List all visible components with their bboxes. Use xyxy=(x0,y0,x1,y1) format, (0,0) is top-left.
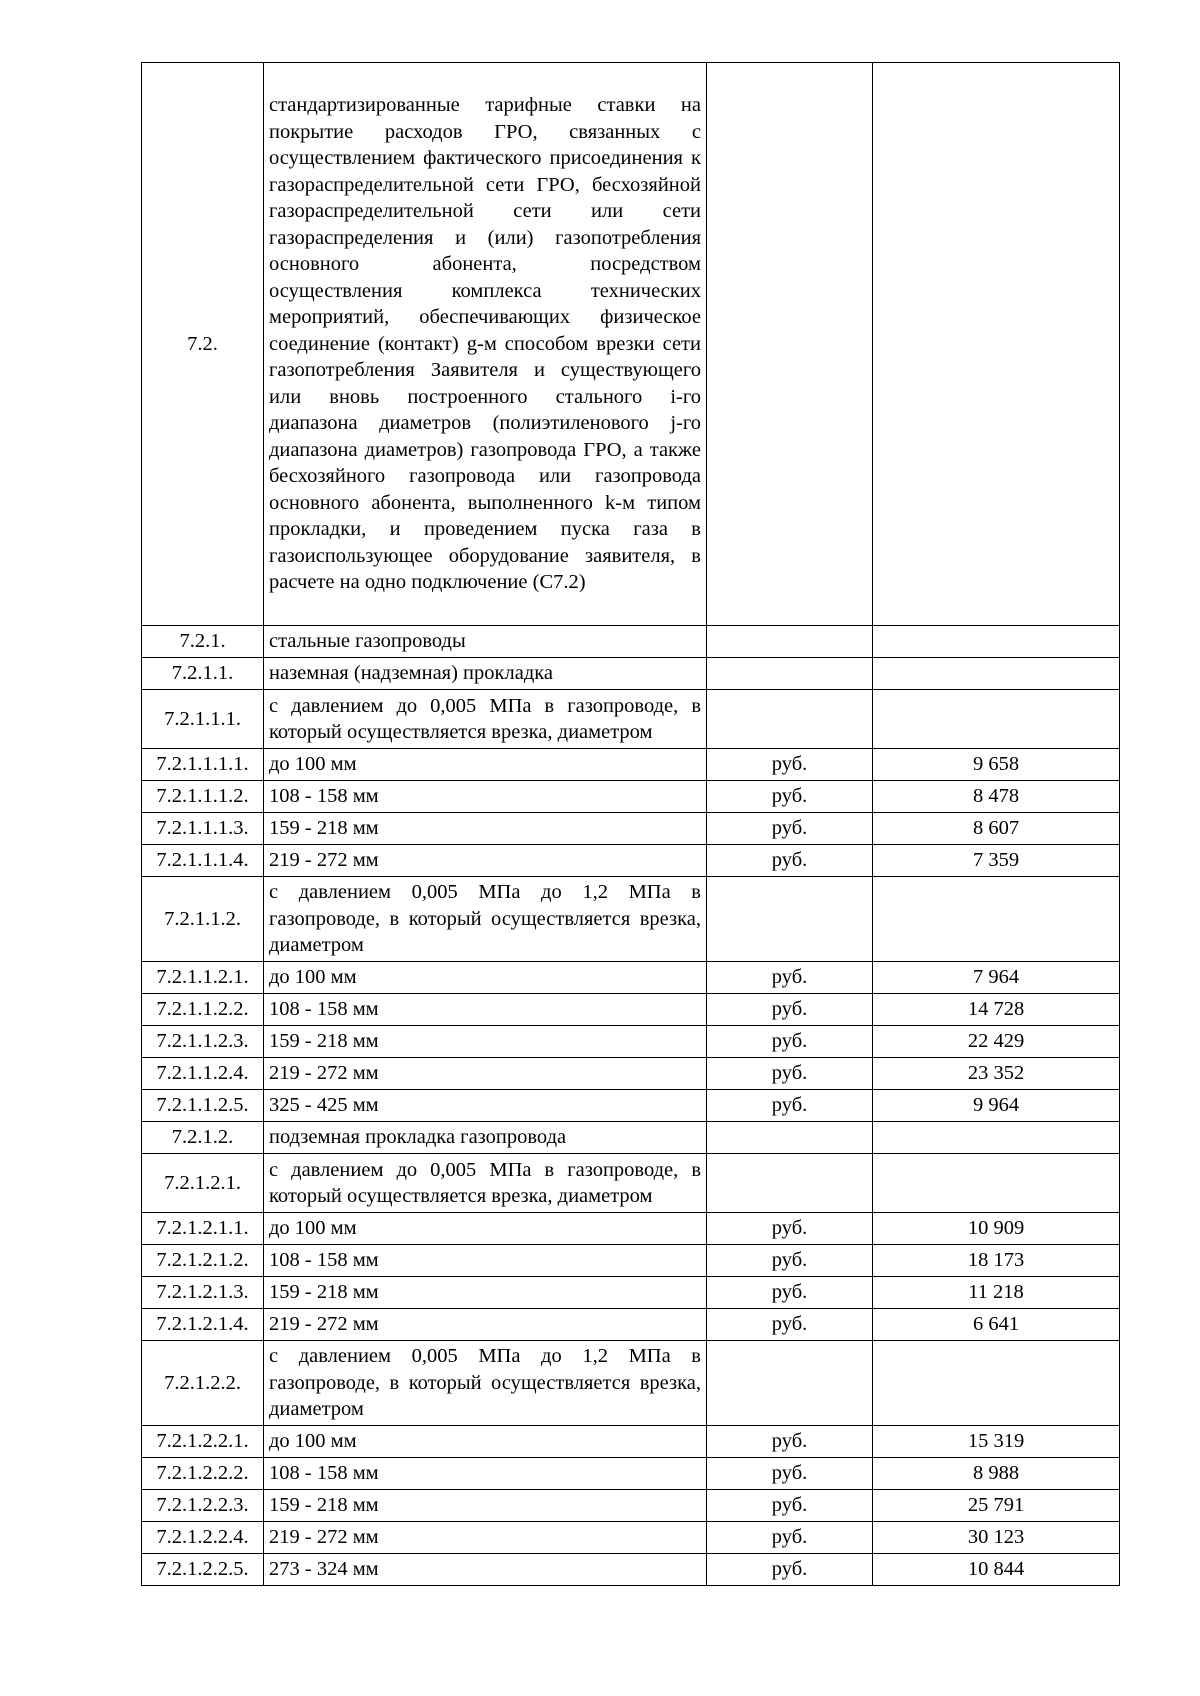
row-code: 7.2.1.2.1.2. xyxy=(142,1245,264,1277)
table-row xyxy=(142,781,1120,813)
row-description: с давлением 0,005 МПа до 1,2 МПа в газопроводе, в который осуществляется врезка, диаметром xyxy=(264,877,707,962)
row-description: до 100 мм xyxy=(264,1213,707,1245)
row-unit: руб. xyxy=(707,749,873,781)
row-value: 25 791 xyxy=(873,1490,1120,1522)
row-unit: руб. xyxy=(707,1458,873,1490)
row-value xyxy=(873,1154,1120,1213)
row-description: 219 - 272 мм xyxy=(264,845,707,877)
row-description: 219 - 272 мм xyxy=(264,1309,707,1341)
table-row xyxy=(142,1490,1120,1522)
row-code: 7.2.1.2.1.4. xyxy=(142,1309,264,1341)
row-value xyxy=(873,658,1120,690)
row-unit xyxy=(707,1341,873,1426)
row-unit: руб. xyxy=(707,994,873,1026)
row-code: 7.2.1.1.1.4. xyxy=(142,845,264,877)
row-description: до 100 мм xyxy=(264,749,707,781)
row-code: 7.2.1.1.1.1. xyxy=(142,749,264,781)
row-code: 7.2.1.1.2.3. xyxy=(142,1026,264,1058)
row-unit: руб. xyxy=(707,1554,873,1586)
table-row xyxy=(142,658,1120,690)
row-unit xyxy=(707,690,873,749)
row-unit: руб. xyxy=(707,1026,873,1058)
table-row xyxy=(142,63,1120,626)
row-description: 159 - 218 мм xyxy=(264,1026,707,1058)
table-row xyxy=(142,1090,1120,1122)
table-row xyxy=(142,626,1120,658)
table-row xyxy=(142,1277,1120,1309)
row-code: 7.2.1.1.2.2. xyxy=(142,994,264,1026)
row-code: 7.2.1.2.2.2. xyxy=(142,1458,264,1490)
table-row xyxy=(142,962,1120,994)
row-value: 10 909 xyxy=(873,1213,1120,1245)
row-value: 8 607 xyxy=(873,813,1120,845)
table-row xyxy=(142,1554,1120,1586)
row-value xyxy=(873,690,1120,749)
row-code: 7.2.1.1.2. xyxy=(142,877,264,962)
row-unit: руб. xyxy=(707,1426,873,1458)
row-code: 7.2.1.1. xyxy=(142,658,264,690)
row-description: с давлением 0,005 МПа до 1,2 МПа в газопроводе, в который осуществляется врезка, диаметром xyxy=(264,1341,707,1426)
table-row xyxy=(142,1058,1120,1090)
row-code: 7.2.1.1.2.1. xyxy=(142,962,264,994)
row-description: 108 - 158 мм xyxy=(264,1245,707,1277)
row-description: 273 - 324 мм xyxy=(264,1554,707,1586)
table-row xyxy=(142,1213,1120,1245)
table-row xyxy=(142,1341,1120,1426)
row-value: 8 478 xyxy=(873,781,1120,813)
table-row xyxy=(142,994,1120,1026)
row-unit: руб. xyxy=(707,1090,873,1122)
row-value: 23 352 xyxy=(873,1058,1120,1090)
table-row xyxy=(142,1458,1120,1490)
row-unit: руб. xyxy=(707,1522,873,1554)
row-value: 14 728 xyxy=(873,994,1120,1026)
row-description: 159 - 218 мм xyxy=(264,1490,707,1522)
row-unit xyxy=(707,1154,873,1213)
row-code: 7.2.1.2.2.5. xyxy=(142,1554,264,1586)
table-row xyxy=(142,1122,1120,1154)
row-value: 7 964 xyxy=(873,962,1120,994)
row-value: 7 359 xyxy=(873,845,1120,877)
row-code: 7.2.1.1.2.4. xyxy=(142,1058,264,1090)
table-row xyxy=(142,690,1120,749)
row-value: 8 988 xyxy=(873,1458,1120,1490)
row-unit: руб. xyxy=(707,1245,873,1277)
table-row xyxy=(142,845,1120,877)
row-code: 7.2.1.2.2.4. xyxy=(142,1522,264,1554)
row-description: с давлением до 0,005 МПа в газопроводе, в который осуществляется врезка, диаметром xyxy=(264,1154,707,1213)
row-description: 108 - 158 мм xyxy=(264,994,707,1026)
row-code: 7.2.1.1.2.5. xyxy=(142,1090,264,1122)
row-value: 15 319 xyxy=(873,1426,1120,1458)
row-unit xyxy=(707,1122,873,1154)
row-unit: руб. xyxy=(707,781,873,813)
row-unit: руб. xyxy=(707,1213,873,1245)
row-value xyxy=(873,626,1120,658)
row-description: стальные газопроводы xyxy=(264,626,707,658)
row-code: 7.2.1.2.2.3. xyxy=(142,1490,264,1522)
row-description: 219 - 272 мм xyxy=(264,1058,707,1090)
row-code: 7.2.1.1.1.2. xyxy=(142,781,264,813)
table-row xyxy=(142,877,1120,962)
row-unit: руб. xyxy=(707,1309,873,1341)
row-code: 7.2. xyxy=(142,63,264,626)
row-unit: руб. xyxy=(707,1058,873,1090)
table-row xyxy=(142,1154,1120,1213)
row-description: 108 - 158 мм xyxy=(264,1458,707,1490)
row-description: наземная (надземная) прокладка xyxy=(264,658,707,690)
table-row xyxy=(142,1245,1120,1277)
row-code: 7.2.1.2.1.1. xyxy=(142,1213,264,1245)
row-code: 7.2.1.2.2. xyxy=(142,1341,264,1426)
table-row xyxy=(142,1026,1120,1058)
row-unit xyxy=(707,63,873,626)
row-description: до 100 мм xyxy=(264,962,707,994)
row-unit: руб. xyxy=(707,1277,873,1309)
row-value xyxy=(873,1341,1120,1426)
row-value: 9 964 xyxy=(873,1090,1120,1122)
row-value: 6 641 xyxy=(873,1309,1120,1341)
row-description: подземная прокладка газопровода xyxy=(264,1122,707,1154)
row-unit: руб. xyxy=(707,962,873,994)
row-description: с давлением до 0,005 МПа в газопроводе, в который осуществляется врезка, диаметром xyxy=(264,690,707,749)
row-code: 7.2.1. xyxy=(142,626,264,658)
row-code: 7.2.1.2. xyxy=(142,1122,264,1154)
row-value: 10 844 xyxy=(873,1554,1120,1586)
row-unit xyxy=(707,626,873,658)
row-unit: руб. xyxy=(707,845,873,877)
row-unit: руб. xyxy=(707,1490,873,1522)
row-unit xyxy=(707,877,873,962)
row-value: 18 173 xyxy=(873,1245,1120,1277)
row-code: 7.2.1.2.1.3. xyxy=(142,1277,264,1309)
row-description: 325 - 425 мм xyxy=(264,1090,707,1122)
row-description: стандартизированные тарифные ставки на покрытие расходов ГРО, связанных с осуществлением фактического присоединения к газораспределительной сети ГРО, бесхозяйной газораспределительной сети или сети газораспределения и (или) газопотребления основного абонента, посредством осуществления комплекса технических мероприятий, обеспечивающих физическое соединение (контакт) g-м способом врезки сети газопотребления Заявителя и существующего или вновь построенного стального i-го диапазона диаметров (полиэтиленового j-го диапазона диаметров) газопровода ГРО, а также бесхозяйного газопровода или газопровода основного абонента, выполненного k-м типом прокладки, и проведением пуска газа в газоиспользующее оборудование заявителя, в расчете на одно подключение (С7.2) xyxy=(264,63,707,626)
row-unit: руб. xyxy=(707,813,873,845)
row-value: 9 658 xyxy=(873,749,1120,781)
row-code: 7.2.1.1.1.3. xyxy=(142,813,264,845)
row-code: 7.2.1.2.2.1. xyxy=(142,1426,264,1458)
row-value: 11 218 xyxy=(873,1277,1120,1309)
tariff-table xyxy=(141,62,1120,1586)
table-row xyxy=(142,1522,1120,1554)
row-value xyxy=(873,63,1120,626)
row-description: до 100 мм xyxy=(264,1426,707,1458)
row-unit xyxy=(707,658,873,690)
row-value: 30 123 xyxy=(873,1522,1120,1554)
row-description: 159 - 218 мм xyxy=(264,813,707,845)
table-row xyxy=(142,813,1120,845)
row-description: 219 - 272 мм xyxy=(264,1522,707,1554)
table-row xyxy=(142,1309,1120,1341)
row-description: 108 - 158 мм xyxy=(264,781,707,813)
row-code: 7.2.1.1.1. xyxy=(142,690,264,749)
table-row xyxy=(142,1426,1120,1458)
row-value xyxy=(873,1122,1120,1154)
row-value xyxy=(873,877,1120,962)
row-description: 159 - 218 мм xyxy=(264,1277,707,1309)
table-row xyxy=(142,749,1120,781)
row-code: 7.2.1.2.1. xyxy=(142,1154,264,1213)
row-value: 22 429 xyxy=(873,1026,1120,1058)
